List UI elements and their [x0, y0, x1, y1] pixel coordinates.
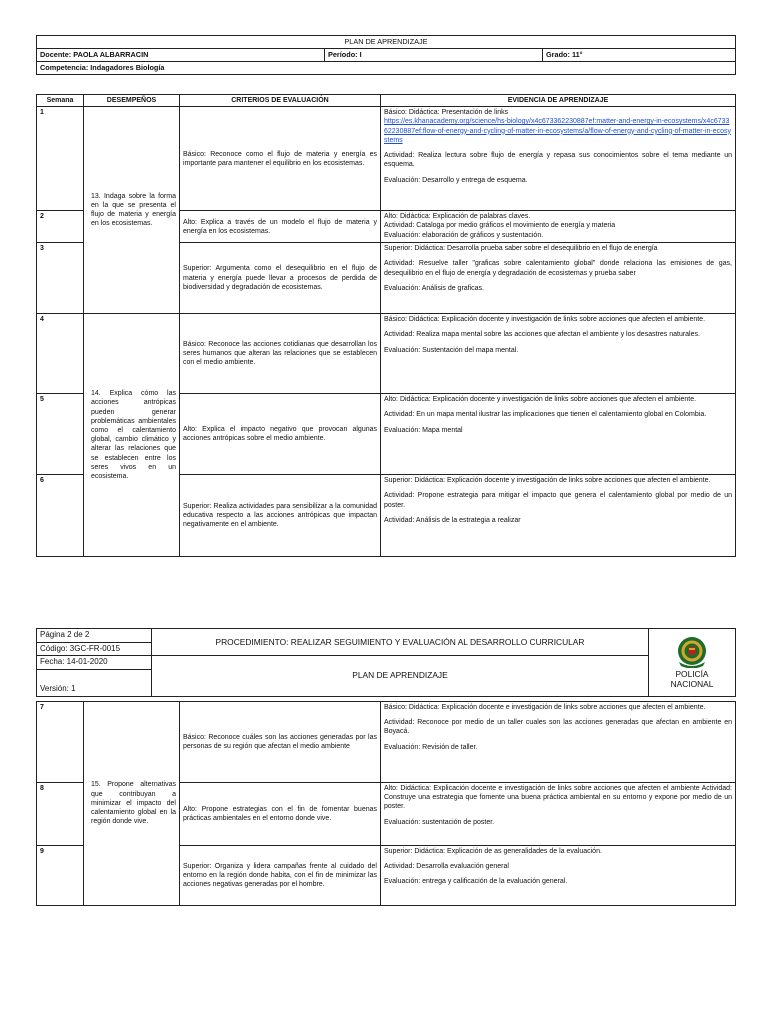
criterio-superior: Superior: Realiza actividades para sensibilizar a la comunidad educativa respecto a las acciones antrópicas que impactan negativamente en el ambiente. — [180, 475, 381, 557]
evidencia-evaluacion: Evaluación: sustentación de poster. — [384, 818, 495, 826]
evidencia-evaluacion: Evaluación: elaboración de gráficos y sustentación. — [384, 231, 544, 239]
week-number: 2 — [37, 211, 84, 243]
desempeno-13 — [84, 107, 180, 314]
criterio-superior: Superior: Argumenta como el desequilibrio en el flujo de materia y energía puede llevar a procesos de perdida de biodiversidad y degradación de ecosistemas. — [180, 243, 381, 314]
criterio-alto: Alto: Explica a través de un modelo el flujo de materia y energía en los ecosistemas. — [180, 211, 381, 243]
periodo-field: Período: I — [325, 48, 543, 61]
competencia-field: Competencia: Indagadores Biología — [37, 61, 736, 74]
evidencia-actividad: Actividad: Realiza lectura sobre flujo de energía y repasa sus conocimientos sobre el tema mediante un esquema. — [384, 152, 732, 169]
document-control-table — [36, 628, 736, 697]
evidencia-evaluacion: Actividad: Análisis de la estrategia a realizar — [384, 516, 521, 524]
criterio-alto: Alto: Propone estrategias con el fin de fomentar buenas prácticas ambientales en el entorno donde vive. — [180, 783, 381, 846]
evidencia-cell — [381, 783, 736, 846]
evidencia-actividad: Actividad: Cataloga por medio gráficos el movimiento de energía y materia — [384, 222, 616, 230]
header-desempenos: DESEMPEÑOS — [84, 95, 180, 107]
evidencia-evaluacion: Evaluación: entrega y calificación de la evaluación general. — [384, 878, 568, 886]
desempeno-14 — [84, 314, 180, 557]
evidencia-didactica: Básico: Didáctica: Explicación docente e investigación de links sobre acciones que afecten el ambiente. — [384, 704, 706, 711]
week-number: 5 — [37, 394, 84, 475]
fecha-field: Fecha: 14-01-2020 — [37, 656, 152, 670]
criterio-alto: Alto: Explica el impacto negativo que provocan algunas acciones antrópicas sobre el medio ambiente. — [180, 394, 381, 475]
version-field: Versión: 1 — [37, 669, 152, 696]
desempeno-text: 13. Indaga sobre la forma en la que se presenta el flujo de materia y energía en los ecosistemas. — [91, 192, 176, 228]
docente-field: Docente: PAOLA ALBARRACIN — [37, 48, 325, 61]
evidencia-actividad: Actividad: Reconoce por medio de un taller cuales son las acciones generadas que afectan en ambiente en Boyacá. — [384, 719, 732, 736]
pagina-field: Página 2 de 2 — [37, 629, 152, 643]
week-number: 9 — [37, 846, 84, 906]
evidencia-actividad: Actividad: Propone estrategia para mitigar el impacto que genera el calentamiento global por medio de un poster. — [384, 492, 732, 509]
evidencia-evaluacion: Evaluación: Revisión de taller. — [384, 743, 478, 751]
evidencia-cell — [381, 243, 736, 314]
table-row — [37, 107, 736, 211]
evidencia-cell — [381, 846, 736, 906]
police-shield-icon — [677, 636, 707, 668]
policia-label: POLICÍA — [675, 668, 709, 679]
evidencia-actividad: Actividad: Realiza mapa mental sobre las acciones que afectan el ambiente y los desastres naturales. — [384, 331, 700, 339]
evidencia-didactica: Básico: Didáctica: Explicación docente y investigación de links sobre acciones que afecten el ambiente. — [384, 316, 706, 324]
evidencia-cell — [381, 475, 736, 557]
week-number: 6 — [37, 475, 84, 557]
desempeno-text: 15. Propone alternativas que contribuyan a minimizar el impacto del calentamiento global en la región donde vive. — [91, 781, 176, 826]
plan-title: PLAN DE APRENDIZAJE — [37, 36, 736, 49]
evidencia-didactica: Alto: Didáctica: Explicación de palabras claves. — [384, 213, 531, 221]
desempeno-15 — [84, 702, 180, 906]
evidencia-actividad: Actividad: Resuelve taller "graficas sobre calentamiento global" donde relaciona las emisiones de gas, desequilibrio en el flujo de energía y degradación de ecosistemas y prueba saber — [384, 260, 732, 277]
header-evidencia: EVIDENCIA DE APRENDIZAJE — [381, 95, 736, 107]
criterio-basico: Básico: Reconoce como el flujo de materia y energía es importante para mantener el equilibrio en los ecosistemas. — [180, 107, 381, 211]
evidencia-cell — [381, 211, 736, 243]
week-number: 3 — [37, 243, 84, 314]
evidencia-didactica: Básico: Didáctica: Presentación de links — [384, 109, 509, 117]
evidencia-cell — [381, 702, 736, 783]
desempeno-text: 14. Explica cómo las acciones antrópicas pueden generar problemáticas ambientales como el calentamiento global, cambio climático y alterar las relaciones que se establecen entre los seres vivos en un ecosistema. — [91, 390, 176, 481]
week-number: 4 — [37, 314, 84, 394]
week-number: 8 — [37, 783, 84, 846]
evidencia-didactica: Superior: Didáctica: Explicación de as generalidades de la evaluación. — [384, 848, 602, 855]
khanacademy-link[interactable]: https://es.khanacademy.org/science/hs-biology/x4c673362230887ef:matter-and-energy-in-ecosystems/x4c673362230887ef:flow-of-energy-and-cycling-of-matter-in-ecosystems/a/flow-of-energy-and-cycling-of-matter-in-ecosystems — [384, 118, 732, 144]
evidencia-evaluacion: Evaluación: Análisis de graficas. — [384, 284, 484, 292]
evidencia-didactica: Superior: Didáctica: Explicación docente y investigación de links sobre acciones que afecten el ambiente. — [384, 477, 711, 485]
evidencia-evaluacion: Evaluación: Desarrollo y entrega de esquema. — [384, 176, 528, 184]
criterio-basico: Básico: Reconoce las acciones cotidianas que desarrollan los seres humanos que alteran las relaciones que se establecen con el medio ambiente. — [180, 314, 381, 394]
evidencia-actividad: Actividad: Desarrolla evaluación general — [384, 863, 509, 871]
plan-aprendizaje-subtitle: PLAN DE APRENDIZAJE — [152, 656, 649, 697]
evidencia-didactica: Alto: Didáctica: Explicación docente y investigación de links sobre acciones que afecten el ambiente. — [384, 396, 697, 404]
header-criterios: CRITERIOS DE EVALUACIÓN — [180, 95, 381, 107]
police-logo-cell — [649, 629, 736, 697]
table-row — [37, 702, 736, 783]
procedimiento-title: PROCEDIMIENTO: REALIZAR SEGUIMIENTO Y EVALUACIÓN AL DESARROLLO CURRICULAR — [152, 629, 649, 656]
evidencia-didactica: Superior: Didáctica: Desarrolla prueba saber sobre el desequilibrio en el flujo de energía — [384, 245, 658, 253]
nacional-label: NACIONAL — [670, 678, 714, 689]
plan-header-table — [36, 35, 736, 75]
table-row — [37, 314, 736, 394]
evidencia-evaluacion: Evaluación: Sustentación del mapa mental. — [384, 346, 519, 354]
evidencia-evaluacion: Evaluación: Mapa mental — [384, 426, 463, 434]
learning-plan-table-1 — [36, 94, 736, 557]
evidencia-didactica-actividad: Alto: Didáctica: Explicación docente e investigación de links sobre acciones que afecten el ambiente Actividad: Construye una estrategia que fomente una buena práctica ambiental en su entorno y expone por medio de un poster. — [384, 785, 732, 811]
evidencia-cell — [381, 314, 736, 394]
evidencia-cell — [381, 107, 736, 211]
week-number: 7 — [37, 702, 84, 783]
grado-field: Grado: 11° — [543, 48, 736, 61]
criterio-superior: Superior: Organiza y lidera campañas frente al cuidado del entorno en la región donde habita, con el fin de minimizar las acciones negativas generadas por el hombre. — [180, 846, 381, 906]
evidencia-actividad: Actividad: En un mapa mental ilustrar las implicaciones que tienen el calentamiento global en Colombia. — [384, 411, 707, 419]
codigo-field: Código: 3GC-FR-0015 — [37, 642, 152, 656]
header-semana: Semana — [37, 95, 84, 107]
learning-plan-table-2 — [36, 701, 736, 906]
criterio-basico: Básico: Reconoce cuáles son las acciones generadas por las personas de su región que afectan el medio ambiente — [180, 702, 381, 783]
evidencia-cell — [381, 394, 736, 475]
week-number: 1 — [37, 107, 84, 211]
